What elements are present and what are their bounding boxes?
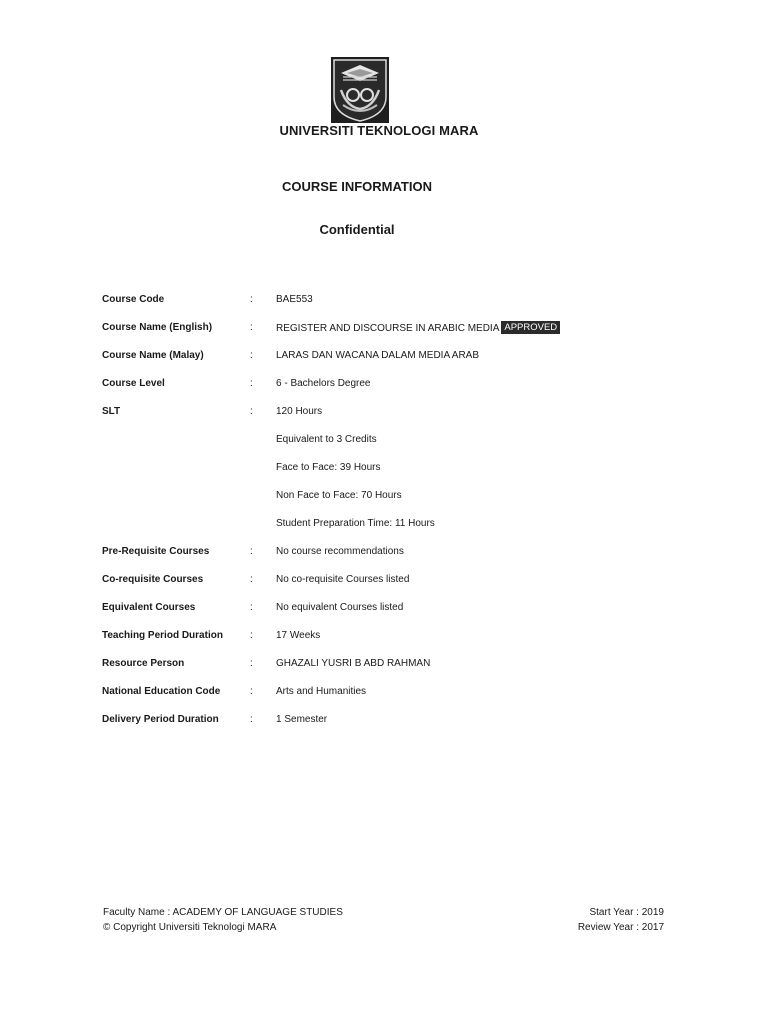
field-label: Teaching Period Duration [102, 630, 223, 641]
field-row [0, 518, 768, 532]
field-row [0, 686, 768, 700]
field-colon: : [250, 602, 253, 613]
field-colon: : [250, 406, 253, 417]
field-label: Equivalent Courses [102, 602, 196, 613]
field-value-text: Face to Face: 39 Hours [276, 462, 381, 473]
field-label: Delivery Period Duration [102, 714, 219, 725]
field-value-text: BAE553 [276, 294, 313, 305]
field-row [0, 406, 768, 420]
field-value [276, 350, 479, 361]
field-value [276, 630, 320, 641]
field-label: Course Level [102, 378, 165, 389]
field-value [276, 686, 366, 697]
field-value [276, 658, 430, 669]
field-colon: : [250, 714, 253, 725]
field-value [276, 546, 404, 557]
field-row [0, 294, 768, 308]
field-colon: : [250, 658, 253, 669]
field-colon: : [250, 630, 253, 641]
field-label: Course Code [102, 294, 165, 305]
classification-label: Confidential [319, 222, 395, 237]
field-value-text: Student Preparation Time: 11 Hours [276, 518, 435, 529]
field-value [276, 378, 371, 389]
field-label: SLT [102, 406, 121, 417]
field-label: Course Name (English) [102, 322, 213, 333]
field-label: Pre-Requisite Courses [102, 546, 210, 557]
field-value [276, 294, 313, 305]
field-row [0, 658, 768, 672]
field-value-text: 17 Weeks [276, 630, 321, 641]
field-row [0, 602, 768, 616]
field-label: Course Name (Malay) [102, 350, 204, 361]
field-row [0, 378, 768, 392]
field-label: Resource Person [102, 658, 185, 669]
copyright: © Copyright Universiti Teknologi MARA [103, 922, 277, 933]
field-row [0, 630, 768, 644]
university-name: UNIVERSITI TEKNOLOGI MARA [279, 123, 479, 138]
field-value [276, 714, 327, 725]
field-row [0, 714, 768, 728]
field-row [0, 574, 768, 588]
field-colon: : [250, 294, 253, 305]
field-value-text: 1 Semester [276, 714, 328, 725]
field-row [0, 490, 768, 504]
faculty-name: Faculty Name : ACADEMY OF LANGUAGE STUDIES [103, 907, 343, 918]
field-value [276, 574, 409, 585]
field-label: Co-requisite Courses [102, 574, 204, 585]
field-label: National Education Code [102, 686, 221, 697]
field-value [276, 462, 381, 473]
field-value-text: Arts and Humanities [276, 686, 367, 697]
field-value-text: LARAS DAN WACANA DALAM MEDIA ARAB [276, 350, 480, 361]
field-row [0, 350, 768, 364]
field-value [276, 518, 435, 529]
review-year: Review Year : 2017 [577, 922, 664, 933]
field-colon: : [250, 574, 253, 585]
field-value-text: 120 Hours [276, 406, 323, 417]
start-year: Start Year : 2019 [589, 907, 664, 918]
document-title: COURSE INFORMATION [282, 179, 432, 194]
field-value [276, 434, 377, 445]
field-row [0, 322, 768, 336]
field-value-text: Non Face to Face: 70 Hours [276, 490, 402, 501]
field-value [276, 322, 560, 335]
field-value [276, 406, 322, 417]
field-value-text: GHAZALI YUSRI B ABD RAHMAN [276, 658, 431, 669]
field-colon: : [250, 350, 253, 361]
field-value-text: No co-requisite Courses listed [276, 574, 410, 585]
field-colon: : [250, 322, 253, 333]
field-row [0, 462, 768, 476]
field-value-text: No equivalent Courses listed [276, 602, 404, 613]
field-value [276, 602, 403, 613]
status-badge: APPROVED [501, 321, 560, 334]
field-value [276, 490, 402, 501]
field-colon: : [250, 686, 253, 697]
field-colon: : [250, 378, 253, 389]
field-value-text: No course recommendations [276, 546, 404, 557]
field-value-text: REGISTER AND DISCOURSE IN ARABIC MEDIA [276, 323, 500, 334]
field-row [0, 434, 768, 448]
field-row [0, 546, 768, 560]
uitm-crest-icon [331, 57, 389, 123]
field-colon: : [250, 546, 253, 557]
field-value-text: Equivalent to 3 Credits [276, 434, 377, 445]
field-value-text: 6 - Bachelors Degree [276, 378, 371, 389]
